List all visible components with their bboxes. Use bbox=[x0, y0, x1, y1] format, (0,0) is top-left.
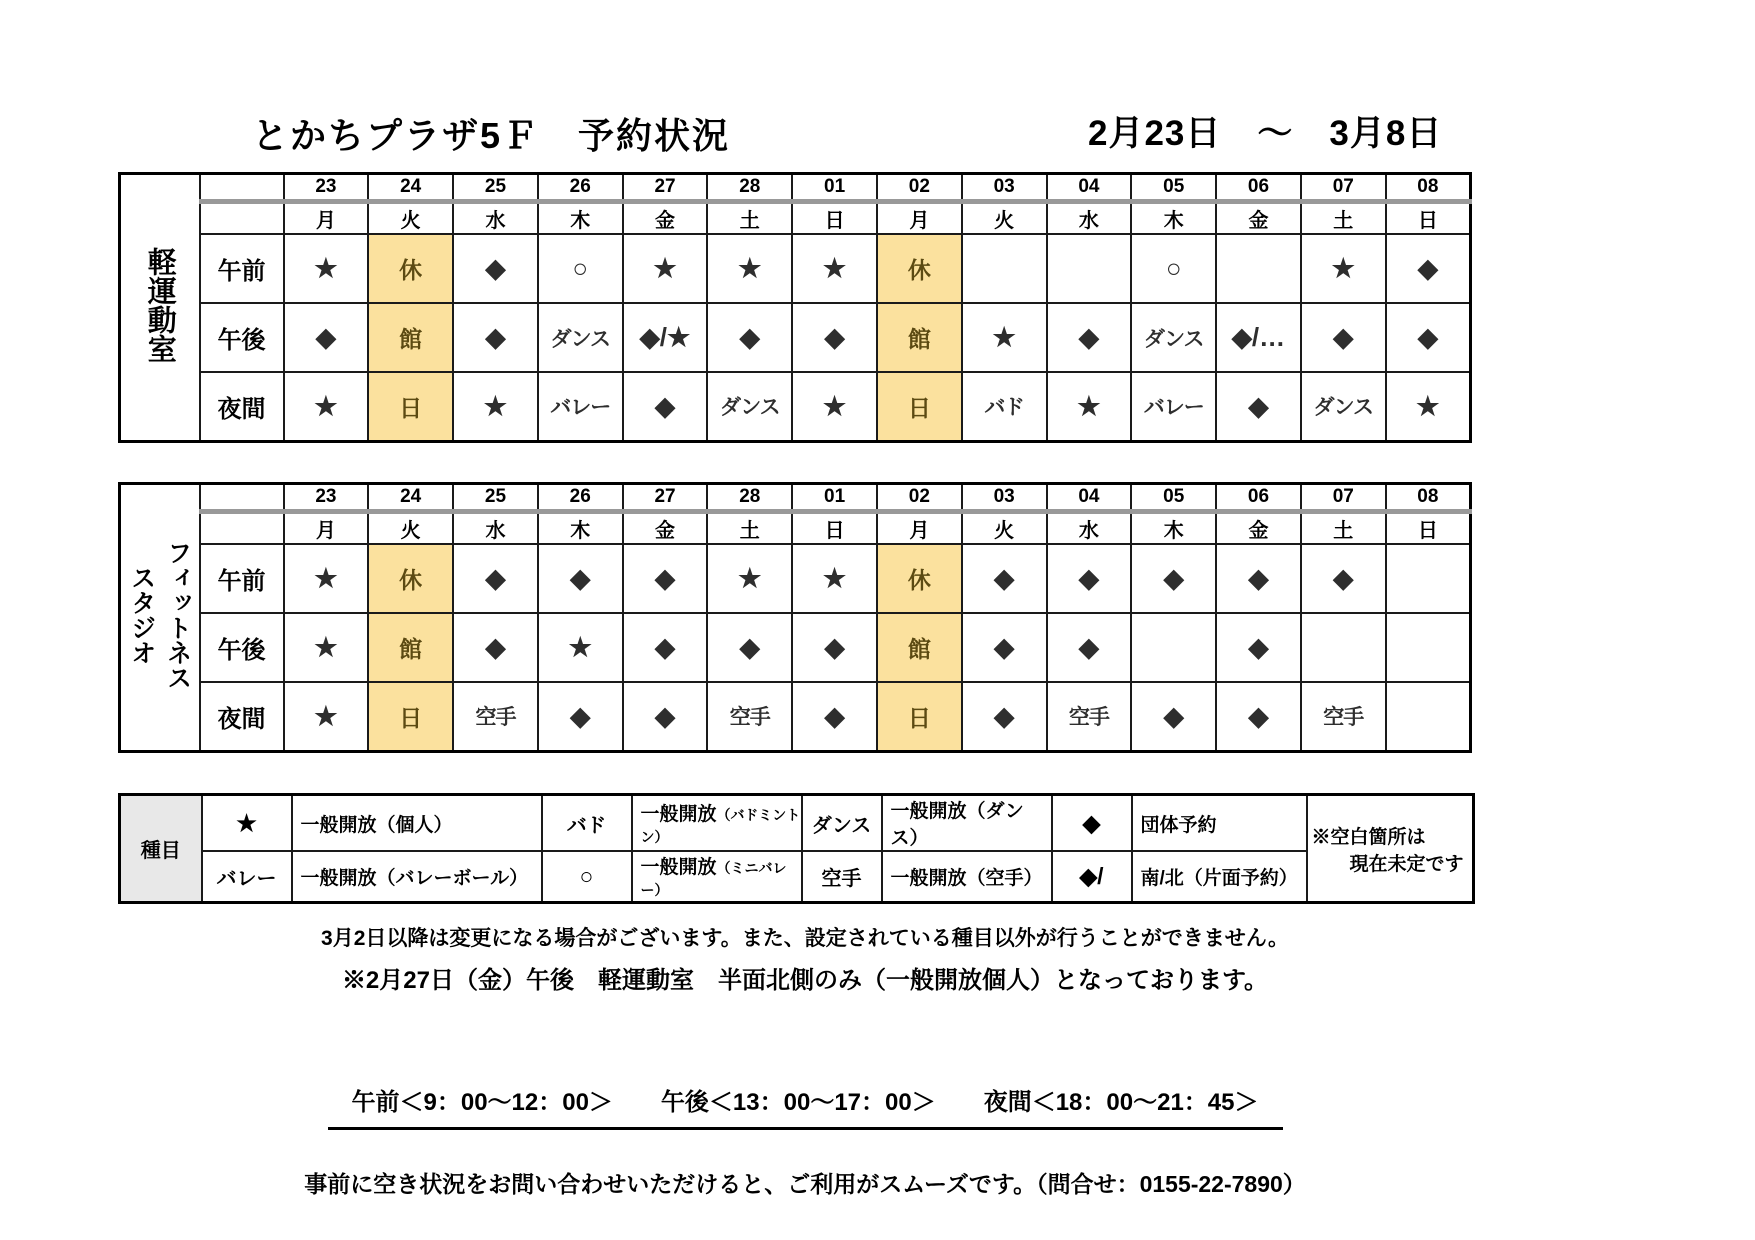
date-header-cell: 24 bbox=[368, 174, 453, 202]
date-header-cell: 02 bbox=[877, 174, 962, 202]
schedule-cell: 日 bbox=[368, 682, 453, 751]
schedule-cell: ◆ bbox=[538, 682, 623, 751]
schedule-cell: ★ bbox=[792, 372, 877, 441]
day-header-cell: 火 bbox=[368, 512, 453, 545]
schedule-cell: 館 bbox=[368, 303, 453, 372]
change-notice: 3月2日以降は変更になる場合がございます。また、設定されている種目以外が行うことができません。 bbox=[321, 927, 1289, 950]
time-slot-hours-text: 午前＜9：00～12：00＞ 午後＜13：00～17：00＞ 夜間＜18：00～21：45＞ bbox=[328, 1082, 1283, 1130]
legend-row bbox=[120, 851, 1474, 903]
schedule-cell: 館 bbox=[877, 613, 962, 682]
legend-desc-open-badminton bbox=[632, 795, 802, 852]
day-header-cell: 土 bbox=[1301, 202, 1386, 235]
schedule-cell: ★ bbox=[792, 234, 877, 303]
schedule-cell: ◆ bbox=[453, 303, 538, 372]
legend-symbol-diamond-slash: ◆/ bbox=[1052, 851, 1132, 903]
room-label bbox=[120, 174, 200, 442]
corner-cell bbox=[200, 484, 284, 512]
date-header-cell: 27 bbox=[623, 484, 708, 512]
corner-cell bbox=[200, 512, 284, 545]
schedule-cell: 空手 bbox=[707, 682, 792, 751]
date-header-row bbox=[120, 174, 1471, 202]
legend-symbol-diamond: ◆ bbox=[1052, 795, 1132, 852]
day-header-cell: 金 bbox=[623, 202, 708, 235]
schedule-cell: ◆ bbox=[792, 303, 877, 372]
schedule-cell: ◆ bbox=[1216, 372, 1301, 441]
date-header-cell: 07 bbox=[1301, 174, 1386, 202]
date-header-cell: 05 bbox=[1131, 174, 1216, 202]
schedule-cell: ★ bbox=[792, 544, 877, 613]
day-header-cell: 火 bbox=[962, 512, 1047, 545]
schedule-cell: ◆/★ bbox=[623, 303, 708, 372]
legend-desc-open-karate bbox=[882, 851, 1052, 903]
day-header-cell: 木 bbox=[538, 202, 623, 235]
room-label bbox=[120, 484, 200, 752]
date-header-cell: 23 bbox=[284, 484, 369, 512]
legend-symbol-circle: ○ bbox=[542, 851, 632, 903]
schedule-cell: ◆ bbox=[792, 613, 877, 682]
legend-symbol-karate: 空手 bbox=[802, 851, 882, 903]
day-header-cell: 日 bbox=[792, 202, 877, 235]
date-header-cell: 25 bbox=[453, 484, 538, 512]
date-header-cell: 04 bbox=[1047, 174, 1132, 202]
date-header-cell: 03 bbox=[962, 174, 1047, 202]
schedule-cell: ★ bbox=[284, 234, 369, 303]
legend-symbol-badminton: バド bbox=[542, 795, 632, 852]
schedule-cell: 日 bbox=[877, 372, 962, 441]
legend-desc-open-dance bbox=[882, 795, 1052, 852]
page-title: とかちプラザ5Ｆ 予約状況 bbox=[252, 115, 731, 156]
date-header-cell: 27 bbox=[623, 174, 708, 202]
date-header-cell: 03 bbox=[962, 484, 1047, 512]
schedule-cell: 空手 bbox=[1047, 682, 1132, 751]
legend-desc-text: 一般開放（ダンス） bbox=[890, 801, 1024, 849]
date-header-row bbox=[120, 484, 1471, 512]
schedule-cell bbox=[1131, 613, 1216, 682]
schedule-cell: ◆ bbox=[1216, 613, 1301, 682]
day-header-cell: 日 bbox=[1386, 512, 1471, 545]
date-header-cell: 02 bbox=[877, 484, 962, 512]
schedule-cell: 日 bbox=[877, 682, 962, 751]
schedule-cell: 休 bbox=[368, 544, 453, 613]
schedule-row bbox=[120, 303, 1471, 372]
schedule-cell: ◆ bbox=[453, 234, 538, 303]
schedule-cell: 日 bbox=[368, 372, 453, 441]
schedule-cell: 空手 bbox=[1301, 682, 1386, 751]
contact-notice: 事前に空き状況をお問い合わせいただけると、ご利用がスムーズです。（問合せ：0155-22-7890） bbox=[304, 1171, 1306, 1197]
schedule-cell: ダンス bbox=[707, 372, 792, 441]
schedule-table-light-exercise-room bbox=[118, 172, 1472, 443]
schedule-cell: ◆ bbox=[538, 544, 623, 613]
schedule-cell: ◆ bbox=[1131, 544, 1216, 613]
schedule-cell: バレー bbox=[1131, 372, 1216, 441]
schedule-cell: ◆ bbox=[1386, 303, 1471, 372]
legend-desc-text: 団体予約 bbox=[1140, 814, 1217, 836]
schedule-cell bbox=[1047, 234, 1132, 303]
schedule-row bbox=[120, 234, 1471, 303]
day-header-cell: 月 bbox=[877, 512, 962, 545]
room-label-line: 軽運動室 bbox=[143, 246, 176, 363]
date-header-cell: 08 bbox=[1386, 174, 1471, 202]
schedule-cell: ◆ bbox=[1131, 682, 1216, 751]
schedule-cell: ★ bbox=[284, 372, 369, 441]
date-header-cell: 04 bbox=[1047, 484, 1132, 512]
legend-desc-group-reservation bbox=[1132, 795, 1307, 852]
schedule-cell: ★ bbox=[284, 682, 369, 751]
schedule-cell: バレー bbox=[538, 372, 623, 441]
day-header-cell: 金 bbox=[623, 512, 708, 545]
legend-row bbox=[120, 795, 1474, 852]
legend-desc-open-individual bbox=[292, 795, 542, 852]
schedule-cell: ◆ bbox=[962, 682, 1047, 751]
schedule-cell: ◆ bbox=[623, 544, 708, 613]
schedule-cell: ○ bbox=[1131, 234, 1216, 303]
day-header-cell: 火 bbox=[962, 202, 1047, 235]
legend-symbol-volleyball: バレー bbox=[202, 851, 292, 903]
schedule-cell: ◆ bbox=[1386, 234, 1471, 303]
schedule-cell: ★ bbox=[962, 303, 1047, 372]
room-label-vertical-text bbox=[141, 247, 179, 363]
day-header-cell: 日 bbox=[792, 512, 877, 545]
legend-header: 種目 bbox=[120, 795, 202, 903]
schedule-cell: ◆ bbox=[1301, 303, 1386, 372]
schedule-table-fitness-studio bbox=[118, 482, 1472, 753]
room-label-vertical-text bbox=[124, 540, 196, 690]
date-header-cell: 28 bbox=[707, 174, 792, 202]
time-slot-hours bbox=[0, 1082, 1610, 1130]
schedule-cell: ★ bbox=[538, 613, 623, 682]
schedule-cell: ◆ bbox=[284, 303, 369, 372]
schedule-cell: 休 bbox=[877, 234, 962, 303]
legend-blank-note-line2: 現在未定です bbox=[1349, 853, 1464, 875]
schedule-cell: ★ bbox=[284, 544, 369, 613]
schedule-row bbox=[120, 613, 1471, 682]
schedule-cell: ★ bbox=[284, 613, 369, 682]
legend-desc-half-court bbox=[1132, 851, 1307, 903]
schedule-cell: ◆/… bbox=[1216, 303, 1301, 372]
schedule-cell: ★ bbox=[707, 544, 792, 613]
schedule-cell: バド bbox=[962, 372, 1047, 441]
day-header-row bbox=[120, 202, 1471, 235]
schedule-cell bbox=[1386, 682, 1471, 751]
schedule-cell: ◆ bbox=[623, 613, 708, 682]
schedule-cell: ◆ bbox=[962, 613, 1047, 682]
time-slot-label: 午後 bbox=[200, 303, 284, 372]
schedule-cell: ◆ bbox=[962, 544, 1047, 613]
schedule-cell bbox=[1386, 613, 1471, 682]
schedule-cell: ◆ bbox=[707, 613, 792, 682]
date-header-cell: 06 bbox=[1216, 484, 1301, 512]
time-slot-label: 午前 bbox=[200, 234, 284, 303]
schedule-cell: 休 bbox=[877, 544, 962, 613]
schedule-cell: ◆ bbox=[453, 544, 538, 613]
legend-blank-note bbox=[1307, 795, 1474, 903]
corner-cell bbox=[200, 174, 284, 202]
date-header-cell: 01 bbox=[792, 484, 877, 512]
schedule-cell: ◆ bbox=[1047, 303, 1132, 372]
schedule-cell: ◆ bbox=[1301, 544, 1386, 613]
time-slot-label: 夜間 bbox=[200, 682, 284, 751]
legend-blank-note-line1: ※空白箇所は bbox=[1311, 826, 1426, 848]
schedule-cell: ★ bbox=[453, 372, 538, 441]
schedule-cell bbox=[1386, 544, 1471, 613]
day-header-cell: 金 bbox=[1216, 202, 1301, 235]
schedule-row bbox=[120, 682, 1471, 751]
schedule-cell: ◆ bbox=[623, 372, 708, 441]
day-header-cell: 水 bbox=[453, 512, 538, 545]
schedule-cell bbox=[1301, 613, 1386, 682]
date-header-cell: 25 bbox=[453, 174, 538, 202]
schedule-cell: ダンス bbox=[1131, 303, 1216, 372]
schedule-cell: ◆ bbox=[1047, 544, 1132, 613]
schedule-cell: ◆ bbox=[1047, 613, 1132, 682]
day-header-cell: 水 bbox=[1047, 202, 1132, 235]
legend-desc-small: （バドミントン） bbox=[640, 806, 801, 845]
date-header-cell: 06 bbox=[1216, 174, 1301, 202]
day-header-cell: 月 bbox=[284, 512, 369, 545]
date-header-cell: 28 bbox=[707, 484, 792, 512]
schedule-cell: ★ bbox=[707, 234, 792, 303]
day-header-cell: 土 bbox=[1301, 512, 1386, 545]
schedule-cell: ★ bbox=[1386, 372, 1471, 441]
legend-desc-text: 一般開放（バレーボール） bbox=[300, 868, 529, 889]
day-header-row bbox=[120, 512, 1471, 545]
legend-desc-small: （ミニバレー） bbox=[640, 860, 787, 898]
schedule-cell bbox=[1216, 234, 1301, 303]
schedule-cell: ◆ bbox=[707, 303, 792, 372]
schedule-cell: ◆ bbox=[1216, 682, 1301, 751]
schedule-cell: ◆ bbox=[453, 613, 538, 682]
feb27-notice: ※2月27日（金）午後 軽運動室 半面北側のみ（一般開放個人）となっております。 bbox=[341, 967, 1269, 994]
legend-table bbox=[118, 793, 1475, 904]
day-header-cell: 土 bbox=[707, 202, 792, 235]
legend-symbol-dance: ダンス bbox=[802, 795, 882, 852]
room-label-line: スタジオ bbox=[127, 564, 156, 665]
legend-desc-open-minivolley bbox=[632, 851, 802, 903]
legend-desc-open-volleyball bbox=[292, 851, 542, 903]
legend-desc-text: 一般開放（空手） bbox=[890, 868, 1043, 889]
day-header-cell: 水 bbox=[1047, 512, 1132, 545]
schedule-cell: ★ bbox=[623, 234, 708, 303]
schedule-cell: 空手 bbox=[453, 682, 538, 751]
time-slot-label: 午前 bbox=[200, 544, 284, 613]
schedule-cell: ◆ bbox=[623, 682, 708, 751]
corner-cell bbox=[200, 202, 284, 235]
schedule-row bbox=[120, 544, 1471, 613]
schedule-cell: 館 bbox=[877, 303, 962, 372]
schedule-cell: ★ bbox=[1047, 372, 1132, 441]
day-header-cell: 水 bbox=[453, 202, 538, 235]
day-header-cell: 金 bbox=[1216, 512, 1301, 545]
schedule-cell: ○ bbox=[538, 234, 623, 303]
legend-desc-text: 一般開放（個人） bbox=[300, 814, 453, 836]
day-header-cell: 月 bbox=[877, 202, 962, 235]
legend-symbol-star: ★ bbox=[202, 795, 292, 852]
day-header-cell: 火 bbox=[368, 202, 453, 235]
schedule-cell: 休 bbox=[368, 234, 453, 303]
schedule-cell: ダンス bbox=[1301, 372, 1386, 441]
room-label-line: フィットネス bbox=[163, 539, 192, 690]
legend-desc-text: 一般開放 bbox=[640, 857, 717, 878]
schedule-cell: ★ bbox=[1301, 234, 1386, 303]
date-header-cell: 01 bbox=[792, 174, 877, 202]
date-header-cell: 05 bbox=[1131, 484, 1216, 512]
time-slot-label: 午後 bbox=[200, 613, 284, 682]
day-header-cell: 月 bbox=[284, 202, 369, 235]
legend-desc-text: 南/北（片面予約） bbox=[1140, 868, 1298, 889]
date-header-cell: 08 bbox=[1386, 484, 1471, 512]
date-header-cell: 24 bbox=[368, 484, 453, 512]
schedule-cell: ◆ bbox=[1216, 544, 1301, 613]
date-range: 2月23日 ～ 3月8日 bbox=[1088, 114, 1443, 153]
schedule-cell bbox=[962, 234, 1047, 303]
legend-desc-text: 一般開放 bbox=[640, 803, 717, 825]
day-header-cell: 木 bbox=[1131, 512, 1216, 545]
day-header-cell: 土 bbox=[707, 512, 792, 545]
day-header-cell: 木 bbox=[538, 512, 623, 545]
date-header-cell: 26 bbox=[538, 484, 623, 512]
schedule-row bbox=[120, 372, 1471, 441]
date-header-cell: 26 bbox=[538, 174, 623, 202]
schedule-cell: ダンス bbox=[538, 303, 623, 372]
day-header-cell: 日 bbox=[1386, 202, 1471, 235]
date-header-cell: 23 bbox=[284, 174, 369, 202]
day-header-cell: 木 bbox=[1131, 202, 1216, 235]
schedule-cell: 館 bbox=[368, 613, 453, 682]
time-slot-label: 夜間 bbox=[200, 372, 284, 441]
date-header-cell: 07 bbox=[1301, 484, 1386, 512]
schedule-cell: ◆ bbox=[792, 682, 877, 751]
